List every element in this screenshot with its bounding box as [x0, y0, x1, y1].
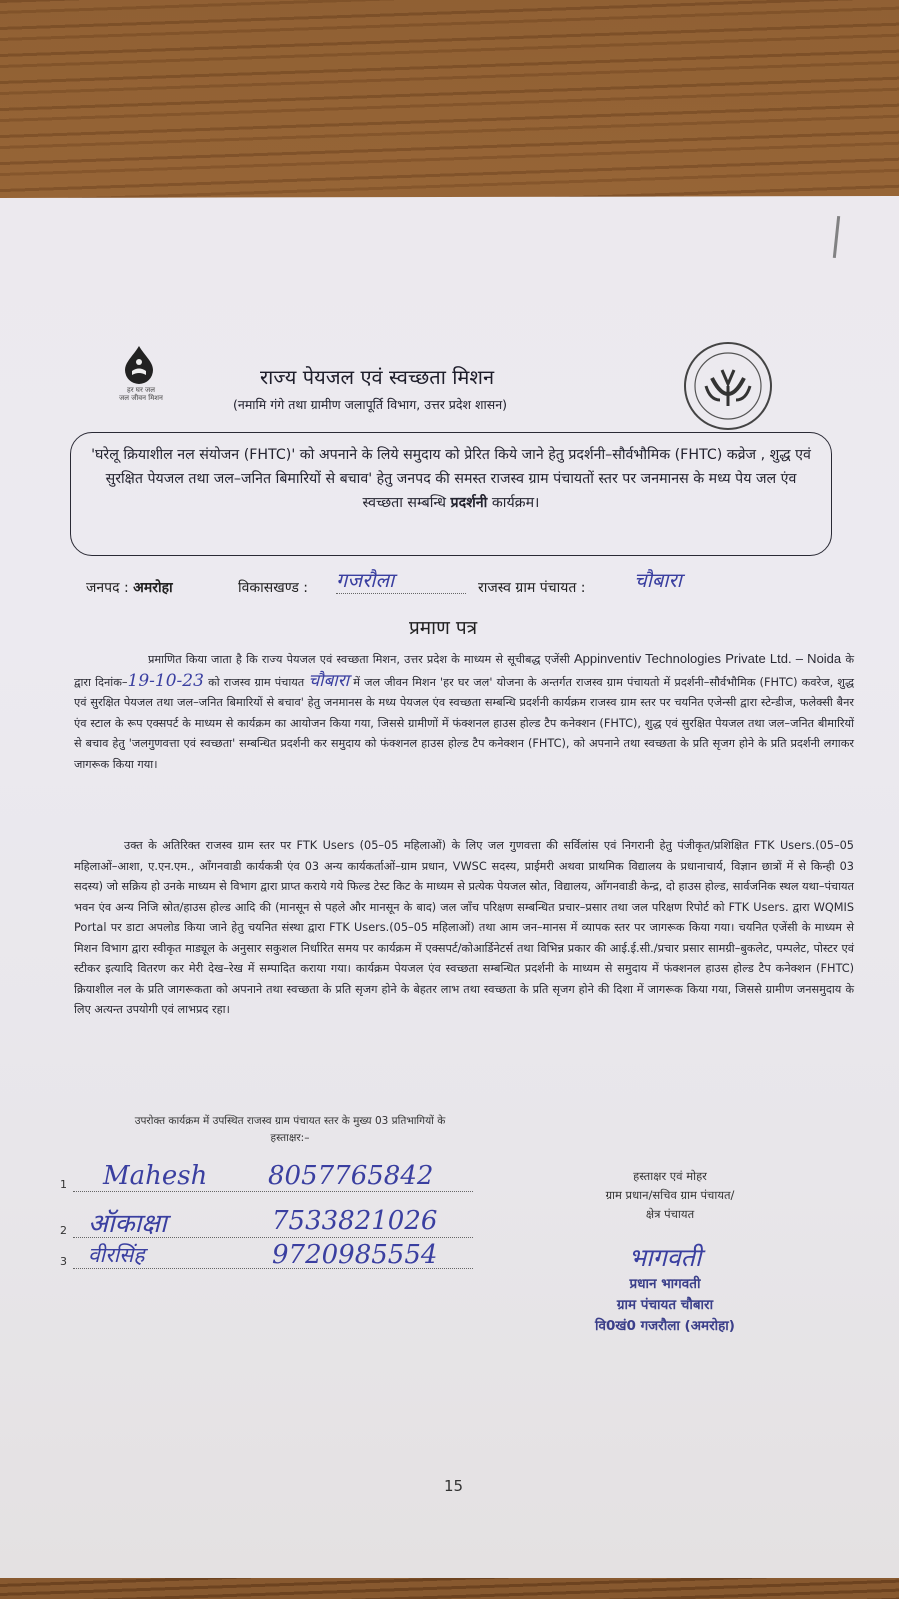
panchayat-field: [478, 578, 586, 597]
pradhan-signature: भागवती: [628, 1243, 702, 1272]
har-ghar-jal-logo: [105, 344, 177, 420]
block-value: गजरौला: [336, 568, 395, 592]
mission-title: राज्य पेयजल एवं स्वच्छता मिशन: [260, 365, 495, 389]
stamp-line1: प्रधान भागवती: [629, 1276, 701, 1292]
certificate-title: प्रमाण पत्र: [409, 617, 478, 639]
up-government-emblem: [682, 340, 774, 432]
participant-signature: Mahesh: [103, 1161, 208, 1191]
seal-line1: हस्ताक्षर एवं मोहर: [633, 1169, 707, 1183]
participants-heading: [60, 1113, 520, 1147]
certificate-paragraph-1: [74, 649, 854, 775]
participant-signature: ऑकाक्षा: [88, 1209, 167, 1239]
para1-start: प्रमाणित किया जाता है कि राज्य पेयजल एवं स्वच्छता मिशन, उत्तर प्रदेश के माध्यम से सूचीबद्ध एजेंसी: [148, 653, 570, 666]
participant-index: 1: [60, 1178, 67, 1191]
para1-mid1: के द्वारा दिनांक–: [74, 653, 855, 689]
district-field: [86, 578, 173, 597]
stamp-line2: ग्राम पंचायत चौबारा: [616, 1297, 714, 1313]
logo-caption: हर घर जल जल जीवन मिशन: [119, 386, 163, 402]
seal-line2: ग्राम प्रधान/सचिव ग्राम पंचायत/: [605, 1188, 735, 1202]
banner-text-end: कार्यक्रम।: [491, 495, 540, 511]
programme-date: 19-10-23: [127, 670, 204, 691]
para1-rest: में जल जीवन मिशन 'हर घर जल' योजना के अन्तर्गत राजस्व ग्राम पंचायतो में प्रदर्शनी–सौर्वभौमिक (FHTC) कवरेज, शुद्ध एवं सुरक्षित पेयजल तथा जल–जनित बिमारियों से बचाव' हेतु जनमानस के मध्य पेयजल एंव स्वच्छता सम्बन्धि प्रदर्शनी कार्यक्रम राजस्व ग्राम स्तर पर चयनित एजेन्सी द्वारा स्टेन्डीज, फलेक्सी बैनर एंव स्टाल के रूप एक्सपर्ट के माध्यम से कार्यक्रम का आयोजन किया गया, जिससे ग्रामीणों में फंक्शनल हाउस होल्ड टैप कनेक्शन (FHTC), शुद्ध एवं सुरक्षित पेयजल तथा जल–जनित बीमारियों से बचाव हेतु 'जलगुणवत्ता एवं स्वच्छता' सम्बन्धित प्रदर्शनी कर समुदाय को फंक्शनल हाउस होल्ड टैप कनेक्शन (FHTC), को अपनाने तथा स्वच्छता के प्रति सृजग होने के प्रति प्रदर्शनी लगाकर जागरूक किया गया।: [74, 675, 855, 771]
banner-text: 'घरेलू क्रियाशील नल संयोजन (FHTC)' को अपनाने के लिये समुदाय को प्रेरित किये जाने हेतु प्रदर्शनी–सौर्वभौमिक (FHTC) कव्रेज , शुद्ध एवं सुरक्षित पेयजल तथा जल–जनित बिमारियों से बचाव' हेतु जनपद की समस्त राजस्व ग्राम पंचायतों स्तर पर जनमानस के मध्य पेय जल एंव स्वच्छता सम्बन्धि: [91, 447, 811, 511]
wooden-table-bottom-edge: [0, 1575, 899, 1599]
participant-index: 2: [60, 1224, 67, 1237]
certificate-paragraph-2: उक्त के अतिरिक्त राजस्व ग्राम स्तर पर FTK Users (05–05 महिलाओं) के लिए जल गुणवत्ता की सर्विलांस एवं निगरानी हेतु पंजीकृत/प्रशिक्षित FTK Users.(05–05 महिलाओं–आशा, ए.एन.एम., आँगनवाडी कार्यकत्री एंव 03 अन्य कार्यकर्ताओं–ग्राम प्रधान, VWSC सदस्य, प्राईमरी अथवा प्राथमिक विद्यालय के प्रधानाचार्य, विज्ञान छात्रों में से किन्ही 03 सदस्य) जो सक्रिय हो उनके माध्यम से विभाग द्वारा प्राप्त कराये गये फिल्ड टेस्ट किट के माध्यम से प्रत्येक पेयजल स्रोत, विद्यालय, आँगनवाडी केन्द्र, दो हाउस होल्ड, सार्वजनिक स्थल यथा–पंचायत भवन एंव अन्य निजि स्रोत/हाउस होल्ड आदि की (मानसून से पहले और मानसून के बाद) जल जाँच परिक्षण सम्बन्धित प्रचार–प्रसार तथा जल परिक्षण रिपोर्ट को FTK Users. द्वारा WQMIS Portal पर डाटा अपलोड किया जाने हेतु चयनित संस्था द्वारा FTK Users.(05–05 महिलाओं) तथा आम जन–मानस में व्यापक स्तर पर जागरूक किया गया। चयनित एजेंसी के माध्यम से मिशन विभाग द्वारा स्वीकृत माड्यूल के अनुसार सकुशल निर्धारित समय पर कार्यक्रम में एक्सपर्ट/कोआर्डिनेटर्स तथा विभिन्न प्रकार की आई.ई.सी./प्रचार प्रसार सामग्री–बुकलेट, पम्पलेट, पोस्टर एवं स्टीकर इत्यादि वितरण कर मेरी देख–रेख में सम्पादित कराया गया। कार्यक्रम पेयजल एंव स्वच्छता सम्बन्धित प्रदर्शनी के माध्यम से समुदाय में फंक्शनल हाउस होल्ड टैप कनेक्शन (FHTC) क्रियाशील नल के प्रति जागरूकता को अपनाने तथा स्वच्छता के प्रति सृजग होने के बेहतर लाभ तथा स्वच्छता के प्रति सृजग होने की दिशा में जागरूक किया गया, जिससे ग्रामीण जनसमुदाय के लिए अत्यन्त उपयोगी एवं लाभप्रद रहा।: [74, 839, 854, 1016]
participant-phone: 8057765842: [268, 1161, 434, 1191]
participant-row: [60, 1255, 70, 1268]
banner-bold-text: प्रदर्शनी: [450, 495, 488, 511]
signature-and-seal-label: [560, 1167, 780, 1224]
programme-banner: [70, 432, 832, 556]
village-name: चौबारा: [308, 670, 350, 691]
block-field: [238, 578, 308, 597]
block-label: विकासखण्ड :: [238, 580, 309, 596]
participant-signature: वीरसिंह: [88, 1243, 145, 1267]
wooden-table-background: [0, 0, 899, 200]
panchayat-label: राजस्व ग्राम पंचायत :: [478, 580, 586, 596]
participant-phone: 7533821026: [272, 1206, 438, 1236]
district-value: अमरोहा: [133, 580, 173, 596]
pradhan-stamp: [565, 1240, 765, 1337]
page-number: 15: [444, 1477, 464, 1495]
district-label: जनपद :: [86, 580, 129, 596]
panchayat-value: चौबारा: [634, 568, 682, 592]
participants-heading-line1: उपरोक्त कार्यक्रम में उपस्थित राजस्व ग्राम पंचायत स्तर के मुख्य 03 प्रतिभागियों के: [134, 1115, 446, 1127]
participants-heading-line2: हस्ताक्षर:–: [270, 1132, 310, 1144]
water-drop-icon: [119, 344, 159, 384]
stamp-line3: वि0खं0 गजरौला (अमरोहा): [595, 1318, 735, 1334]
signature-line: [73, 1191, 473, 1192]
para1-mid2: को राजस्व ग्राम पंचायत: [208, 675, 305, 689]
block-value-line: [336, 566, 466, 594]
mission-subtitle: (नमामि गंगे तथा ग्रामीण जलापूर्ति विभाग, उत्तर प्रदेश शासन): [233, 397, 508, 412]
panchayat-value-wrap: [634, 566, 682, 593]
participant-index: 3: [60, 1255, 67, 1268]
participant-phone: 9720985554: [272, 1240, 438, 1270]
participant-row: [60, 1178, 70, 1191]
seal-line3: क्षेत्र पंचायत: [645, 1207, 695, 1221]
participant-row: [60, 1224, 70, 1237]
agency-name: Appinventiv Technologies Private Ltd. – Noida: [574, 651, 842, 666]
